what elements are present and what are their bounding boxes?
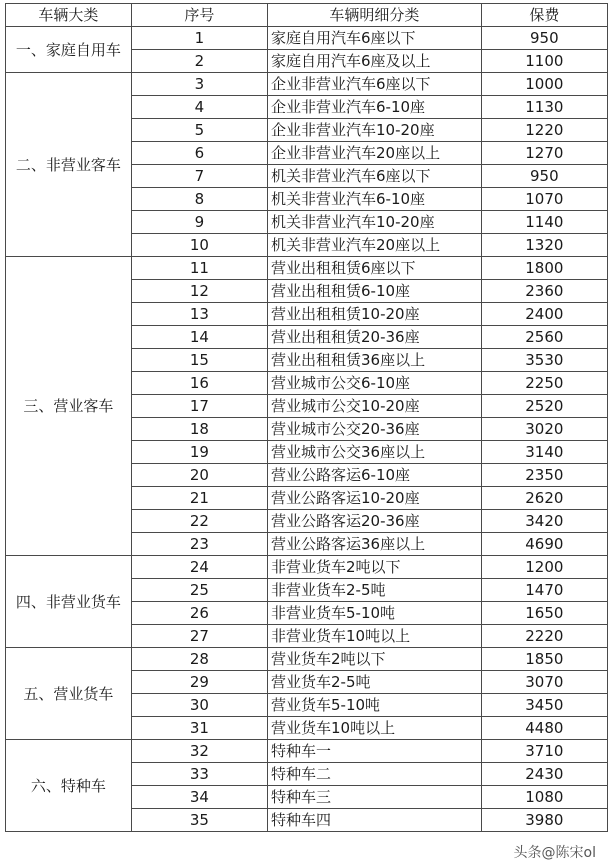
detail-cell: 营业出租租赁36座以上 (267, 349, 481, 372)
detail-cell: 营业出租租赁6-10座 (267, 280, 481, 303)
table-row (6, 257, 608, 280)
detail-cell: 非营业货车2吨以下 (267, 556, 481, 579)
premium-cell: 3070 (481, 671, 607, 694)
category-cell: 六、特种车 (6, 740, 132, 832)
index-cell: 7 (131, 165, 267, 188)
premium-cell: 1220 (481, 119, 607, 142)
index-cell: 13 (131, 303, 267, 326)
index-cell: 17 (131, 395, 267, 418)
detail-cell: 企业非营业汽车10-20座 (267, 119, 481, 142)
premium-cell: 4690 (481, 533, 607, 556)
detail-cell: 营业货车2-5吨 (267, 671, 481, 694)
detail-cell: 营业货车5-10吨 (267, 694, 481, 717)
detail-cell: 营业公路客运36座以上 (267, 533, 481, 556)
table-row (6, 648, 608, 671)
detail-cell: 营业城市公交6-10座 (267, 372, 481, 395)
premium-cell: 3710 (481, 740, 607, 763)
premium-cell: 4480 (481, 717, 607, 740)
premium-cell: 1320 (481, 234, 607, 257)
detail-cell: 营业公路客运20-36座 (267, 510, 481, 533)
header-detail: 车辆明细分类 (267, 4, 481, 27)
index-cell: 27 (131, 625, 267, 648)
index-cell: 26 (131, 602, 267, 625)
premium-cell: 3020 (481, 418, 607, 441)
premium-cell: 1650 (481, 602, 607, 625)
index-cell: 23 (131, 533, 267, 556)
table-row (6, 740, 608, 763)
index-cell: 5 (131, 119, 267, 142)
premium-cell: 2430 (481, 763, 607, 786)
premium-cell: 2400 (481, 303, 607, 326)
index-cell: 14 (131, 326, 267, 349)
index-cell: 6 (131, 142, 267, 165)
premium-cell: 1200 (481, 556, 607, 579)
index-cell: 8 (131, 188, 267, 211)
index-cell: 1 (131, 27, 267, 50)
detail-cell: 机关非营业汽车6座以下 (267, 165, 481, 188)
premium-cell: 1100 (481, 50, 607, 73)
premium-cell: 2620 (481, 487, 607, 510)
detail-cell: 营业货车2吨以下 (267, 648, 481, 671)
index-cell: 21 (131, 487, 267, 510)
index-cell: 10 (131, 234, 267, 257)
premium-cell: 3530 (481, 349, 607, 372)
category-cell: 五、营业货车 (6, 648, 132, 740)
premium-cell: 1080 (481, 786, 607, 809)
premium-cell: 3450 (481, 694, 607, 717)
detail-cell: 营业公路客运10-20座 (267, 487, 481, 510)
premium-cell: 3140 (481, 441, 607, 464)
premium-cell: 1850 (481, 648, 607, 671)
premium-cell: 1070 (481, 188, 607, 211)
header-category: 车辆大类 (6, 4, 132, 27)
premium-cell: 1130 (481, 96, 607, 119)
detail-cell: 营业出租租赁20-36座 (267, 326, 481, 349)
detail-cell: 营业出租租赁10-20座 (267, 303, 481, 326)
detail-cell: 家庭自用汽车6座以下 (267, 27, 481, 50)
index-cell: 15 (131, 349, 267, 372)
table-row (6, 73, 608, 96)
index-cell: 35 (131, 809, 267, 832)
premium-cell: 2520 (481, 395, 607, 418)
detail-cell: 企业非营业汽车6座以下 (267, 73, 481, 96)
index-cell: 25 (131, 579, 267, 602)
index-cell: 16 (131, 372, 267, 395)
detail-cell: 非营业货车2-5吨 (267, 579, 481, 602)
index-cell: 31 (131, 717, 267, 740)
detail-cell: 企业非营业汽车20座以上 (267, 142, 481, 165)
category-cell: 三、营业客车 (6, 257, 132, 556)
detail-cell: 营业出租租赁6座以下 (267, 257, 481, 280)
detail-cell: 营业城市公交10-20座 (267, 395, 481, 418)
premium-cell: 2560 (481, 326, 607, 349)
detail-cell: 企业非营业汽车6-10座 (267, 96, 481, 119)
index-cell: 30 (131, 694, 267, 717)
index-cell: 4 (131, 96, 267, 119)
table-row (6, 556, 608, 579)
table-body (6, 27, 608, 832)
category-cell: 二、非营业客车 (6, 73, 132, 257)
detail-cell: 非营业货车10吨以上 (267, 625, 481, 648)
premium-cell: 2250 (481, 372, 607, 395)
premium-cell: 1000 (481, 73, 607, 96)
detail-cell: 营业城市公交36座以上 (267, 441, 481, 464)
detail-cell: 非营业货车5-10吨 (267, 602, 481, 625)
index-cell: 24 (131, 556, 267, 579)
detail-cell: 特种车三 (267, 786, 481, 809)
header-row (6, 4, 608, 27)
premium-cell: 2360 (481, 280, 607, 303)
detail-cell: 营业货车10吨以上 (267, 717, 481, 740)
detail-cell: 机关非营业汽车20座以上 (267, 234, 481, 257)
index-cell: 18 (131, 418, 267, 441)
index-cell: 22 (131, 510, 267, 533)
index-cell: 9 (131, 211, 267, 234)
index-cell: 11 (131, 257, 267, 280)
index-cell: 33 (131, 763, 267, 786)
detail-cell: 营业城市公交20-36座 (267, 418, 481, 441)
premium-cell: 3420 (481, 510, 607, 533)
index-cell: 19 (131, 441, 267, 464)
detail-cell: 家庭自用汽车6座及以上 (267, 50, 481, 73)
index-cell: 20 (131, 464, 267, 487)
premium-cell: 950 (481, 165, 607, 188)
index-cell: 12 (131, 280, 267, 303)
detail-cell: 营业公路客运6-10座 (267, 464, 481, 487)
premium-cell: 1270 (481, 142, 607, 165)
index-cell: 34 (131, 786, 267, 809)
index-cell: 28 (131, 648, 267, 671)
index-cell: 29 (131, 671, 267, 694)
index-cell: 32 (131, 740, 267, 763)
table-row (6, 27, 608, 50)
detail-cell: 机关非营业汽车6-10座 (267, 188, 481, 211)
premium-cell: 2220 (481, 625, 607, 648)
category-cell: 四、非营业货车 (6, 556, 132, 648)
detail-cell: 机关非营业汽车10-20座 (267, 211, 481, 234)
detail-cell: 特种车二 (267, 763, 481, 786)
premium-cell: 1800 (481, 257, 607, 280)
premium-table (5, 3, 608, 832)
premium-cell: 2350 (481, 464, 607, 487)
header-index: 序号 (131, 4, 267, 27)
detail-cell: 特种车四 (267, 809, 481, 832)
premium-cell: 1470 (481, 579, 607, 602)
premium-cell: 3980 (481, 809, 607, 832)
index-cell: 3 (131, 73, 267, 96)
watermark: 头条@陈宋ol (513, 845, 596, 861)
header-premium: 保费 (481, 4, 607, 27)
premium-cell: 950 (481, 27, 607, 50)
premium-cell: 1140 (481, 211, 607, 234)
category-cell: 一、家庭自用车 (6, 27, 132, 73)
index-cell: 2 (131, 50, 267, 73)
detail-cell: 特种车一 (267, 740, 481, 763)
